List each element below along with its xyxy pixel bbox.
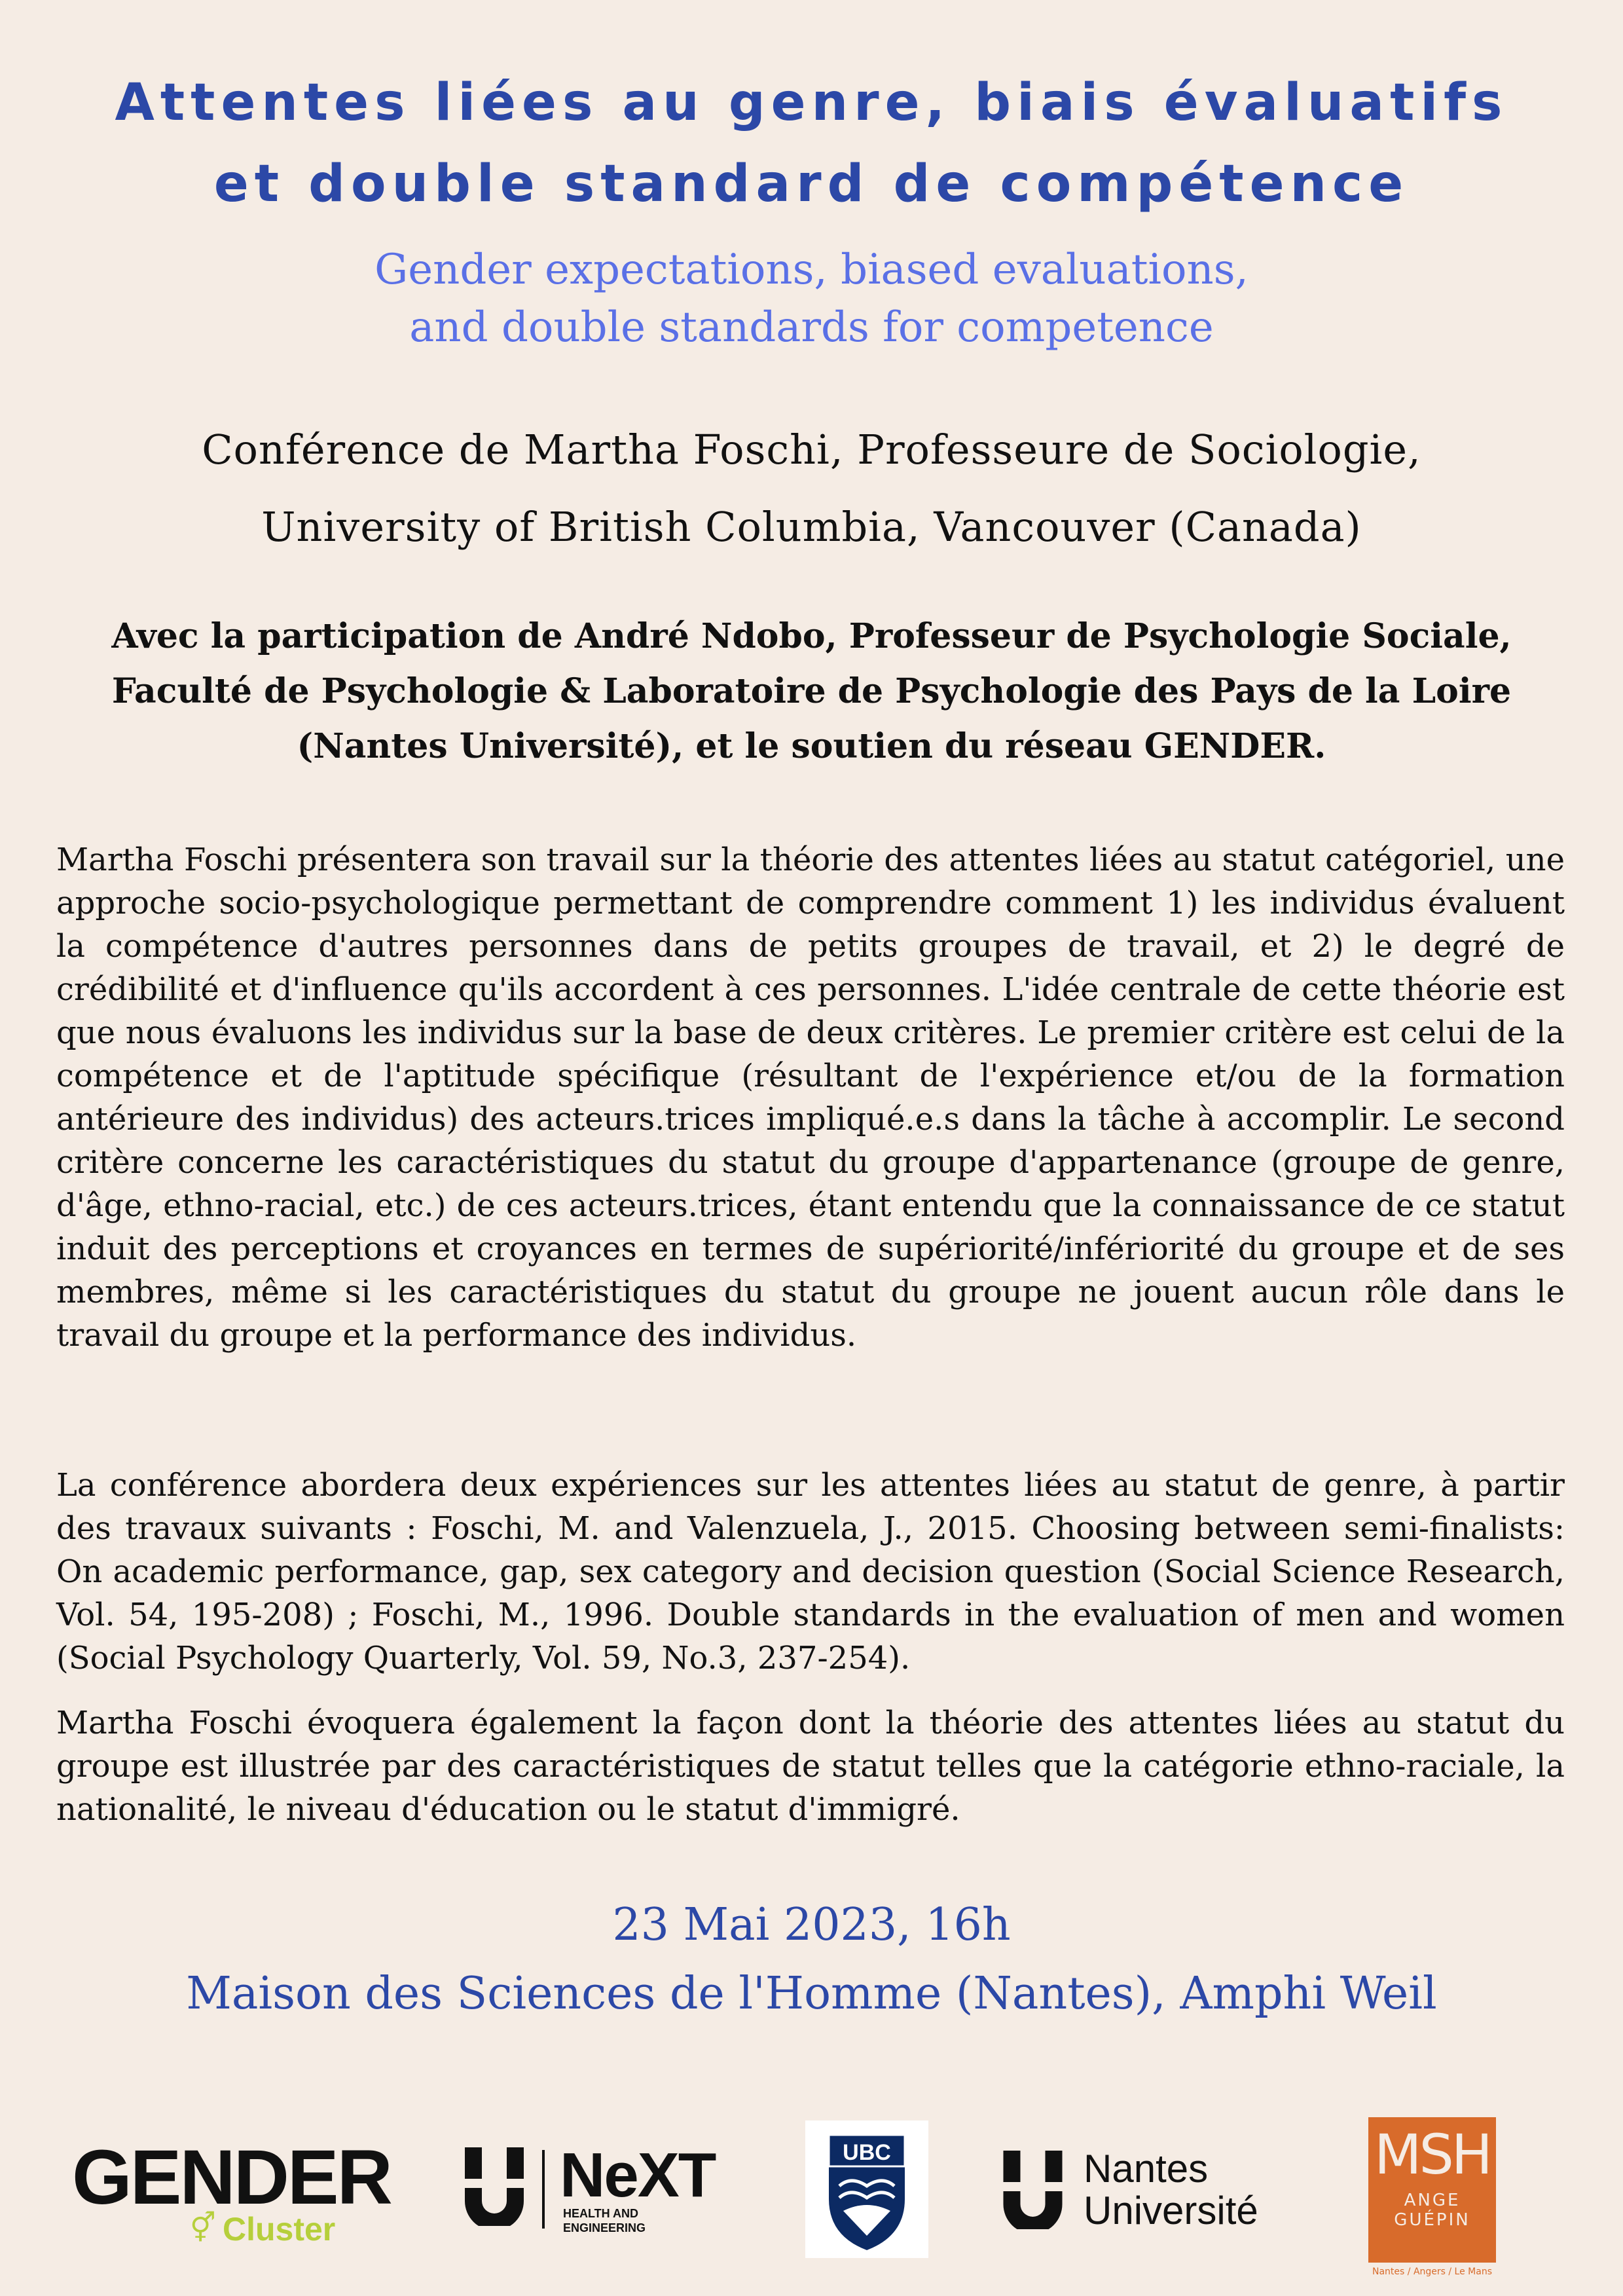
english-subtitle — [0, 241, 1623, 356]
subtitle-line-2: and double standards for competence — [409, 303, 1214, 352]
msh-name-line-2: GUÉPIN — [1394, 2210, 1470, 2230]
msh-ange-guepin-logo — [1368, 2117, 1496, 2277]
gender-cluster-logo — [72, 2134, 391, 2248]
event-venue: Maison des Sciences de l'Homme (Nantes), Amphi Weil — [186, 1968, 1437, 2020]
participation-line-1: Avec la participation de André Ndobo, Professeur de Psychologie Sociale, — [111, 616, 1512, 656]
msh-name — [1368, 2191, 1496, 2230]
nantes-u-mark-icon — [1002, 2151, 1064, 2229]
participation-line-2: Faculté de Psychologie & Laboratoire de Psychologie des Pays de la Loire — [111, 671, 1512, 711]
speaker-line-1: Conférence de Martha Foschi, Professeure de Sociologie, — [202, 426, 1421, 473]
next-u-mark-icon — [465, 2147, 524, 2226]
subtitle-line-1: Gender expectations, biased evaluations, — [374, 246, 1249, 294]
next-sub-line-1: HEALTH AND — [563, 2207, 638, 2220]
nantes-universite-logo — [1002, 2148, 1303, 2233]
nantes-logo-text — [1084, 2148, 1258, 2232]
ubc-logo-text: UBC — [843, 2140, 891, 2165]
ubc-crest-icon — [805, 2120, 928, 2258]
nantes-line-1: Nantes — [1084, 2147, 1209, 2191]
next-logo-word: NeXT — [560, 2140, 716, 2210]
nantes-line-2: Université — [1084, 2189, 1258, 2232]
msh-letters: MSH — [1374, 2122, 1490, 2187]
gender-symbol-icon: ⚥ — [190, 2212, 216, 2245]
description-paragraph: Martha Foschi présentera son travail sur la théorie des attentes liées au statut catégoriel, une approche socio-psychologique permettant de comprendre comment 1) les individus évaluent la compétence d'autres personnes dans de petits groupes de travail, et 2) le degré de crédibilité et d'influence qu'ils accordent à ces personnes. L'idée centrale de cette théorie est que nous évaluons les individus sur la base de deux critères. Le premier critère est celui de la compétence et de l'aptitude spécifique (résultant de l'expérience et/ou de la formation antérieure des individus) des acteurs.trices impliqué.e.s dans la tâche à accomplir. Le second critère concerne les caractéristiques du statut du groupe d'appartenance (groupe de genre, d'âge, ethno-racial, etc.) de ces acteurs.trices, étant entendu que la connaissance de ce statut induit des perceptions et croyances en termes de supériorité/infériorité du groupe et de ses membres, même si les caractéristiques du statut du groupe ne jouent aucun rôle dans le travail du groupe et la performance des individus. — [56, 842, 1565, 1354]
speaker-line-2: University of British Columbia, Vancouver (Canada) — [261, 503, 1362, 551]
speaker-block — [0, 411, 1623, 566]
gender-logo-cluster: Cluster — [223, 2211, 336, 2248]
participation-block — [0, 609, 1623, 774]
next-divider — [542, 2150, 545, 2229]
next-sub-line-2: ENGINEERING — [563, 2221, 646, 2234]
next-logo-subtitle — [563, 2206, 694, 2235]
references-paragraph: La conférence abordera deux expériences sur les attentes liées au statut de genre, à partir des travaux suivants : Foschi, M. and Valenzuela, J., 2015. Choosing between semi-finalists: On academic performance, gap, sex category and decision question (Social Science Research, Vol. 54, 195-208) ; Foschi, M., 1996. Double standards in the evaluation of men and women (Social Psychology Quarterly, Vol. 59, No.3, 237-254). — [56, 1467, 1565, 1676]
page-title — [0, 62, 1623, 225]
next-logo — [465, 2140, 753, 2236]
msh-cities: Nantes / Angers / Le Mans — [1372, 2267, 1492, 2277]
title-line-1: Attentes liées au genre, biais évaluatifs — [115, 73, 1508, 132]
msh-name-line-1: ANGE — [1404, 2191, 1461, 2210]
event-date: 23 Mai 2023, 16h — [612, 1899, 1011, 1951]
closing-paragraph: Martha Foschi évoquera également la façon dont la théorie des attentes liées au statut du groupe est illustrée par des caractéristiques de statut telles que la catégorie ethno-raciale, la nationalité, le niveau d'éducation ou le statut d'immigré. — [56, 1705, 1565, 1828]
gender-logo-word: GENDER — [72, 2134, 391, 2221]
title-line-2: et double standard de compétence — [213, 155, 1410, 213]
ubc-logo — [805, 2120, 928, 2258]
participation-line-3: (Nantes Université), et le soutien du réseau GENDER. — [297, 726, 1326, 766]
